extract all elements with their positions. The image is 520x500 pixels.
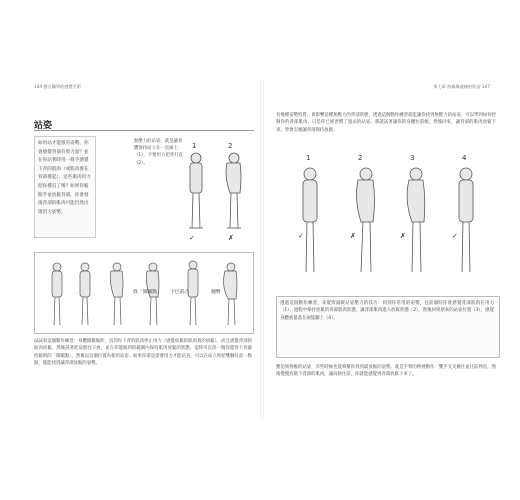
figure-four-postures <box>276 148 498 296</box>
figure1-check-mark: ✓ <box>189 234 195 242</box>
figure-posture-sequence <box>34 252 254 334</box>
figure1-label-1: 1 <box>192 142 197 150</box>
figure2-person-6 <box>224 263 237 325</box>
left-body-text: 試試看這個動作練習：身體微微後仰，直到你下背的肌肉停止用力（感覺放鬆的肌肉真的放鬆），而且感覺背部的肌肉放鬆，然後試著把肩膀往下放，並在你能做到的範圍內保持肌肉放鬆的狀態。這時可以找一個你覺得下背最放鬆時的「開關點」，然後以這個位置為新的站姿。如果你還是需要用力才能站直，可以在站立時把雙腳往前一點點，就能找到讓背部放鬆的姿勢。 <box>34 339 252 366</box>
figure1-person-2 <box>226 153 241 228</box>
figure3-mark-1: ✓ <box>298 232 304 240</box>
figure2-person-1 <box>52 263 62 325</box>
figure3-mark-2: ✗ <box>350 232 356 240</box>
title-divider <box>34 130 254 131</box>
figure2-label-butt-out: 翹臀 <box>211 290 221 295</box>
figure2-person-2 <box>80 263 90 325</box>
figure2-illustration <box>35 253 253 333</box>
figure3-label-3: 3 <box>410 154 415 162</box>
figure3-person-1 <box>303 168 317 272</box>
figure2-person-3 <box>110 263 123 325</box>
sidebar-text: 如何站才能很有姿勢，你會感覺背部有股力量？並在你站著時用一條手感覺下背的肌肉（或肌肉群在背部撐起），這些肌肉用力把你撐直了嗎？如果你鬆開手並放鬆背部，你會發現背部的肌肉可能仍然出現用力姿勢。 <box>38 141 91 215</box>
book-gutter <box>260 80 264 420</box>
figure1-cross-mark: ✗ <box>228 234 234 242</box>
figure2-person-5 <box>188 261 198 325</box>
figure3-label-4: 4 <box>462 154 467 162</box>
right-body-bottom: 壓迫到脊椎的站姿，有些時候也能夠幫你找到最放鬆的姿勢。就是手臂的伸展動作：雙手交叉握住並往前伸直，然後慢慢放鬆下背部的肌肉，讓肩膀往前，你就能感覺到背部放鬆下來了。 <box>276 365 496 378</box>
right-running-head: 第七章 疼痛與痠痛的狀況 147 <box>433 84 490 89</box>
figure3-mark-3: ✗ <box>400 232 406 240</box>
figure3-illustration <box>276 148 498 296</box>
figure3-person-4 <box>459 168 473 272</box>
figure3-label-1: 1 <box>306 154 311 162</box>
figure2-label-chin-forward: 下巴前凸 <box>170 290 190 295</box>
figure3-caption: 透過這個動作練習，來覺察減緩站姿壓力的技巧：回到你常用的姿勢，往前傾時你會感覺背部肌肉在用力（1），過程中保持放鬆的背部肌肉狀態，讓背部肌肉進入放鬆狀態（2），然後回到原來的站姿位置（3），感覺身體重量落在兩隻腳上（4）。 <box>280 301 494 321</box>
figure1-person-1 <box>189 153 203 228</box>
section-title: 站姿 <box>34 121 53 131</box>
figure1-caption: 無壓力的站姿，就是讓身體保持站立在一直線上（1），不要用力把背打直（2）。 <box>134 139 183 166</box>
figure3-mark-4: ✓ <box>452 232 458 240</box>
left-page <box>20 80 258 420</box>
figure3-person-3 <box>407 168 425 272</box>
book-spread <box>20 80 500 420</box>
figure1-label-2: 2 <box>228 142 233 150</box>
figure3-person-2 <box>357 168 375 272</box>
figure3-label-2: 2 <box>358 154 363 162</box>
right-page <box>266 80 500 420</box>
figure2-label-switch-point: 找「開關點」 <box>133 290 162 295</box>
right-body-top: 有幾種姿勢特質，會影響這種無壓力的背部狀態，透過這個動作練習就能讓你找到無壓力的站姿，可以學到如何控制你的背部肌肉，只是你已經習慣了過去的站姿。那就試著讓你的身體往前傾，然後回來，讓背部的肌肉放鬆下來，學會怎麼讓背部保持放鬆。 <box>276 113 496 133</box>
left-running-head: 144 整合醫學的感覺手術 <box>34 84 82 89</box>
